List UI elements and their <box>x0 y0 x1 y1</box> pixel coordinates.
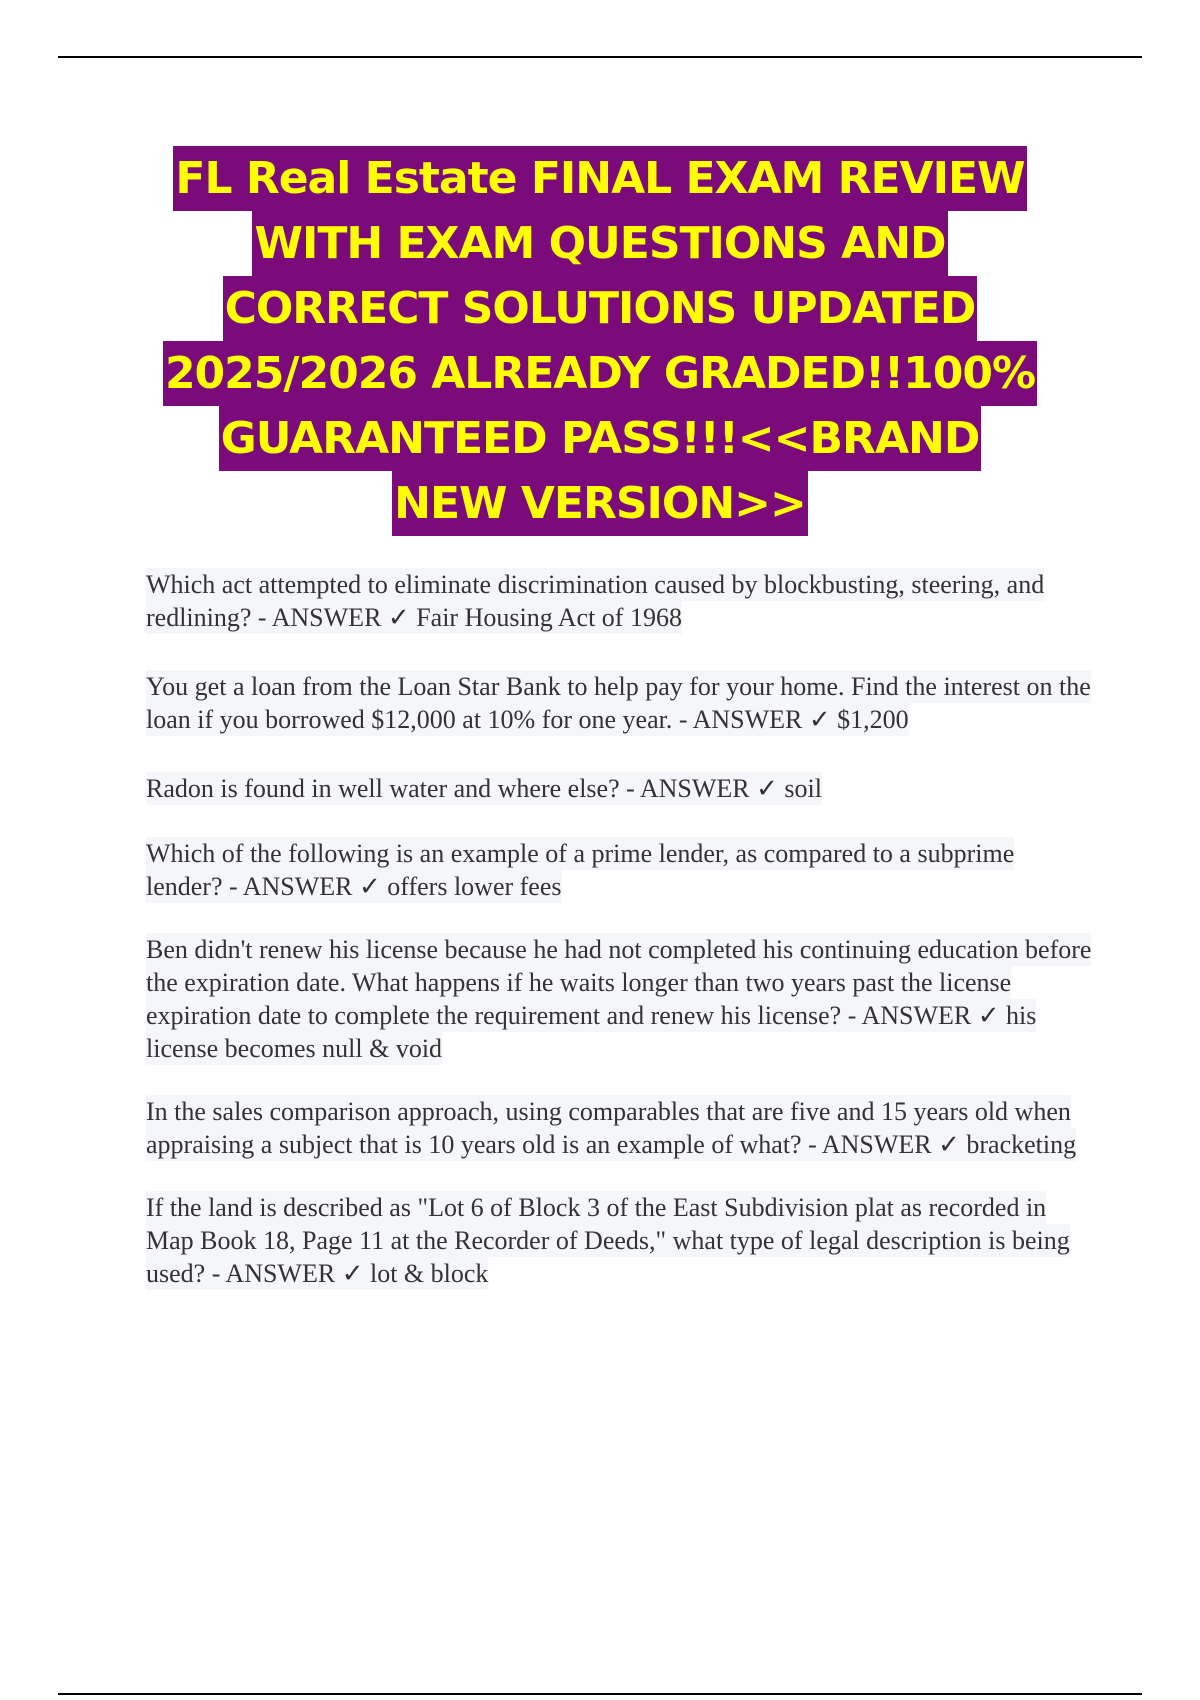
qa-item <box>146 1095 1096 1161</box>
qa-text: In the sales comparison approach, using comparables that are five and 15 years old when appraising a subject that is 10 years old is an example of what? - ANSWER ✓ bracketing <box>146 1097 1077 1159</box>
qa-text: You get a loan from the Loan Star Bank to help pay for your home. Find the interest on the loan if you borrowed $12,000 at 10% for one year. - ANSWER ✓ $1,200 <box>146 672 1091 734</box>
qa-text: Which of the following is an example of a prime lender, as compared to a subprime lender? - ANSWER ✓ offers lower fees <box>146 839 1015 901</box>
bottom-rule <box>58 1693 1142 1695</box>
qa-text: Ben didn't renew his license because he had not completed his continuing education before the expiration date. What happens if he waits longer than two years past the license expiration date to complete the requirement and renew his license? - ANSWER ✓ his license becomes null & void <box>146 935 1092 1063</box>
title-line: 2025/2026 ALREADY GRADED!!100% <box>163 341 1037 406</box>
qa-item <box>146 1191 1096 1290</box>
title-line: GUARANTEED PASS!!!<<BRAND <box>219 406 982 471</box>
title-line: CORRECT SOLUTIONS UPDATED <box>223 276 978 341</box>
document-title <box>140 146 1060 536</box>
qa-item <box>146 670 1096 736</box>
title-line: FL Real Estate FINAL EXAM REVIEW <box>173 146 1026 211</box>
qa-text: Radon is found in well water and where else? - ANSWER ✓ soil <box>146 774 822 803</box>
qa-item <box>146 933 1096 1065</box>
qa-item <box>146 772 1096 805</box>
top-rule <box>58 56 1142 58</box>
qa-item <box>146 837 1096 903</box>
question-answer-list <box>146 568 1096 1290</box>
title-line: NEW VERSION>> <box>392 471 808 536</box>
qa-text: If the land is described as "Lot 6 of Block 3 of the East Subdivision plat as recorded in Map Book 18, Page 11 at the Recorder of Deeds," what type of legal description is being used? - ANSWER ✓ lot & block <box>146 1193 1070 1288</box>
qa-item <box>146 568 1096 634</box>
title-line: WITH EXAM QUESTIONS AND <box>252 211 947 276</box>
qa-text: Which act attempted to eliminate discrimination caused by blockbusting, steering, and redlining? - ANSWER ✓ Fair Housing Act of 1968 <box>146 570 1045 632</box>
